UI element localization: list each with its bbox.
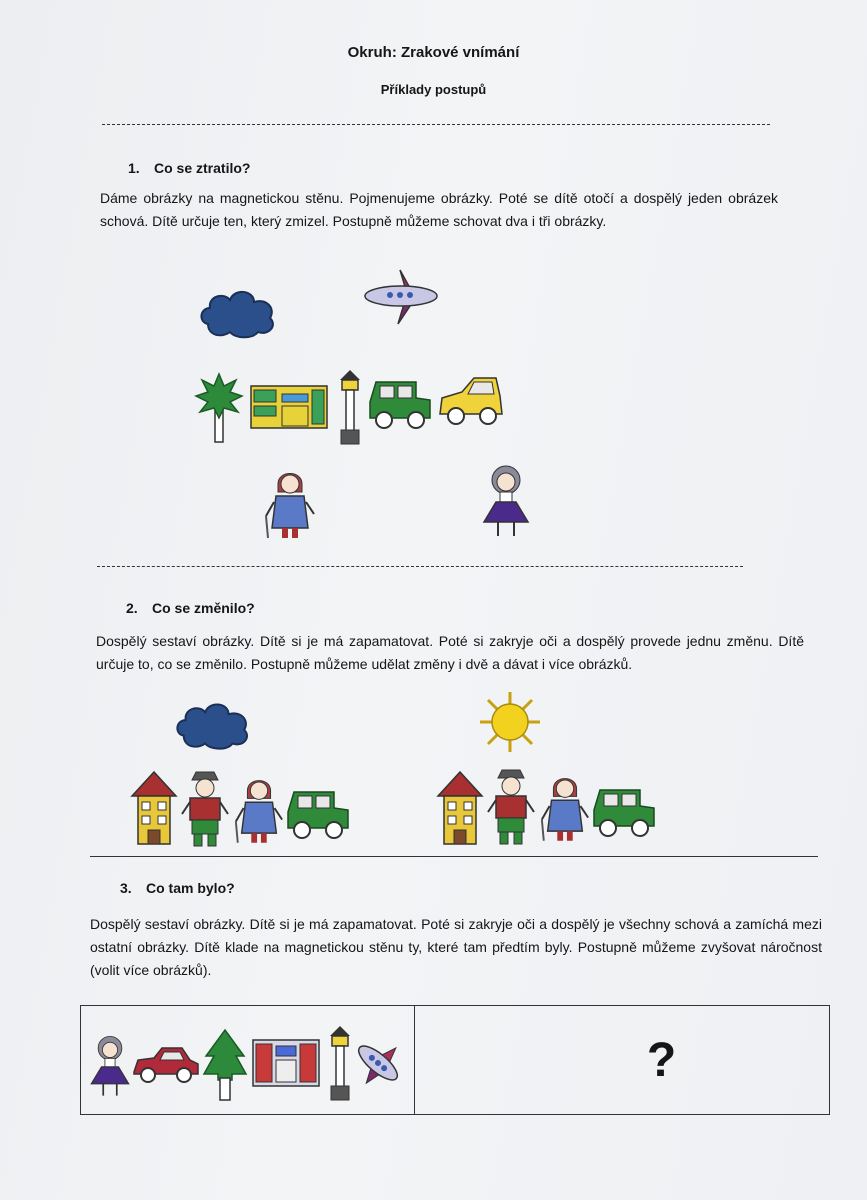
green-jeep-icon xyxy=(286,788,350,840)
house-icon xyxy=(130,770,178,846)
cloud-icon xyxy=(198,284,278,340)
street-lamp-icon xyxy=(336,368,364,446)
tree-icon xyxy=(194,372,244,442)
girl-icon xyxy=(88,1030,132,1102)
section-2-title: Co se změnilo? xyxy=(152,600,255,616)
divider-top xyxy=(102,124,770,125)
green-jeep-icon xyxy=(592,786,656,838)
grandmother-icon xyxy=(538,770,592,844)
grandmother-icon xyxy=(232,772,286,846)
section-1-text: Dáme obrázky na magnetickou stěnu. Pojmenujeme obrázky. Poté se dítě otočí a dospělý jeden obrázek schová. Dítě určuje ten, který zmizel. Postupně můžeme schovat dva i tři obrázky. xyxy=(100,190,778,229)
cloud-icon xyxy=(174,696,252,752)
red-car-icon xyxy=(132,1044,200,1084)
section-3-number: 3. xyxy=(120,880,132,896)
grandfather-icon xyxy=(180,768,230,848)
house-icon xyxy=(436,770,484,846)
yellow-car-icon xyxy=(438,374,504,428)
green-jeep-icon xyxy=(368,378,432,430)
question-mark: ? xyxy=(646,1033,677,1087)
section-2-text: Dospělý sestaví obrázky. Dítě si je má zapamatovat. Poté si zakryje oči a dospělý provede jednu změnu. Dítě určuje to, co se změnilo. Postupně můžeme udělat změny i dvě a dávat i více obrázků. xyxy=(96,633,804,672)
section-1-number: 1. xyxy=(128,160,140,176)
table-divider xyxy=(414,1006,415,1114)
tree-icon xyxy=(202,1028,248,1102)
divider-2 xyxy=(90,856,818,857)
section-1-paragraph xyxy=(100,187,778,233)
section-3-text: Dospělý sestaví obrázky. Dítě si je má zapamatovat. Poté si zakryje oči a dospělý je všechny schová a zamíchá mezi ostatní obrázky. Dítě klade na magnetickou stěnu ty, které tam předtím byly. Postupně můžeme zvyšovat náročnost (volit více obrázků). xyxy=(90,916,822,978)
section-3-heading xyxy=(120,880,235,896)
girl-icon xyxy=(480,462,532,540)
section-3-paragraph xyxy=(90,913,822,982)
street-lamp-icon xyxy=(326,1024,354,1102)
building-icon xyxy=(252,1038,320,1088)
airplane-icon xyxy=(352,1032,404,1094)
building-icon xyxy=(250,384,328,430)
divider-1 xyxy=(97,566,743,567)
section-2-heading xyxy=(126,600,255,616)
sun-icon xyxy=(478,692,542,752)
airplane-icon xyxy=(362,266,440,328)
page-title: Okruh: Zrakové vnímání xyxy=(347,44,520,61)
section-1-title: Co se ztratilo? xyxy=(154,160,251,176)
section-2-paragraph xyxy=(96,630,804,676)
page-subtitle: Příklady postupů xyxy=(380,82,487,97)
section-3-title: Co tam bylo? xyxy=(146,880,235,896)
section-1-heading xyxy=(128,160,250,176)
section-2-number: 2. xyxy=(126,600,138,616)
grandmother-icon xyxy=(262,466,318,540)
grandfather-icon xyxy=(486,766,536,846)
